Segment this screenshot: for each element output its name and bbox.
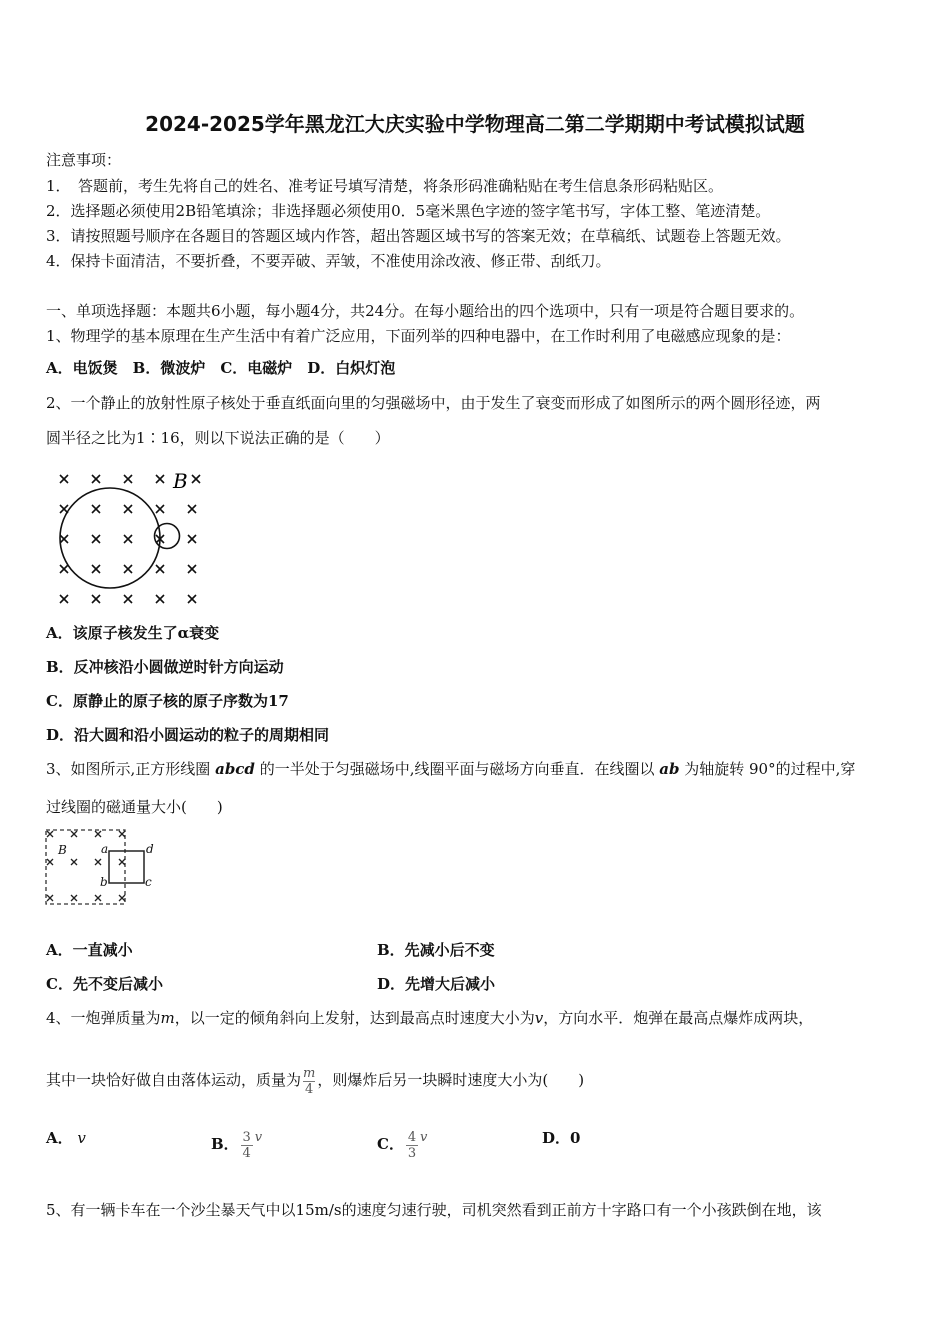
page-title: 2024-2025学年黑龙江大庆实验中学物理高二第二学期期中考试模拟试题 [145,112,805,136]
notice-item: 4．保持卡面清洁，不要折叠，不要弄破、弄皱，不准使用涂改液、修正带、刮纸刀。 [46,252,611,270]
notice-item: 1． 答题前，考生先将自己的姓名、准考证号填写清楚，将条形码准确粘贴在考生信息条形码粘贴区。 [46,177,724,195]
notice-item: 2．选择题必须使用2B铅笔填涂；非选择题必须使用0．5毫米黑色字迹的签字笔书写，字体工整、笔迹清楚。 [46,202,771,220]
q2-option-d: D．沿大圆和沿小圆运动的粒子的周期相同 [46,726,330,744]
q4-option-b: B． $\frac{3}{4}$ v [211,1129,263,1161]
q4-option-c: C． $\frac{4}{3}$ v [377,1129,428,1161]
small-track-circle [155,524,180,549]
svg-text:c: c [145,875,152,889]
field-label: B [173,469,188,493]
q3-option-d: D．先增大后减小 [377,975,496,993]
q3-stem-line1: 3、如图所示,正方形线圈 abcd 的一半处于匀强磁场中,线圈平面与磁场方向垂直．在线圈以 ab 为轴旋转 90°的过程中,穿 [46,760,856,778]
q3-option-c: C．先不变后减小 [46,975,163,993]
svg-text:B: B [58,843,67,857]
coil-square [109,851,144,883]
q2-stem-line2: 圆半径之比为1∶16，则以下说法正确的是（ ） [46,429,390,447]
q2-option-a: A．该原子核发生了α衰变 [46,624,220,642]
notice-item: 3．请按照题号顺序在各题目的答题区域内作答，超出答题区域书写的答案无效；在草稿纸、试题卷上答题无效。 [46,227,791,245]
q2-option-b: B．反冲核沿小圆做逆时针方向运动 [46,658,284,676]
q1-stem: 1、物理学的基本原理在生产生活中有着广泛应用，下面列举的四种电器中，在工作时利用了电磁感应现象的是： [46,327,791,345]
q4-option-d: D．0 [542,1129,581,1147]
svg-text:a: a [101,842,109,856]
q2-stem-line1: 2、一个静止的放射性原子核处于垂直纸面向里的匀强磁场中，由于发生了衰变而形成了如图所示的两个圆形径迹，两 [46,394,821,412]
q4-stem-line2: 其中一块恰好做自由落体运动，质量为 $\frac{m}{4}$ ，则爆炸后另一块瞬时速度大小为( ) [46,1065,585,1097]
q2-option-c: C．原静止的原子核的原子序数为17 [46,692,289,710]
svg-text:d: d [146,842,154,856]
fraction-m-over-4: $\frac{m}{4}$ [303,1065,316,1097]
q3-stem-line2: 过线圈的磁通量大小( ) [46,798,223,816]
q5-stem-line1: 5、有一辆卡车在一个沙尘暴天气中以15m/s的速度匀速行驶，司机突然看到正前方十字路口有一个小孩跌倒在地，该 [46,1201,822,1219]
magnetic-field-figure [46,462,216,610]
q3-option-b: B．先减小后不变 [377,941,495,959]
section-heading: 一、单项选择题：本题共6小题，每小题4分，共24分。在每小题给出的四个选项中，只有一项是符合题目要求的。 [46,302,805,320]
svg-text:b: b [100,875,108,889]
large-track-circle [60,488,160,588]
q4-stem-line1: 4、一炮弹质量为m，以一定的倾角斜向上发射，达到最高点时速度大小为v，方向水平．炮弹在最高点爆炸成两块， [46,1009,814,1027]
coil-figure [44,828,164,908]
notice-heading: 注意事项： [46,151,122,169]
q1-options: A．电饭煲 B．微波炉 C．电磁炉 D．白炽灯泡 [46,359,396,377]
q4-option-a: A． v [46,1129,86,1147]
q3-option-a: A．一直减小 [46,941,133,959]
